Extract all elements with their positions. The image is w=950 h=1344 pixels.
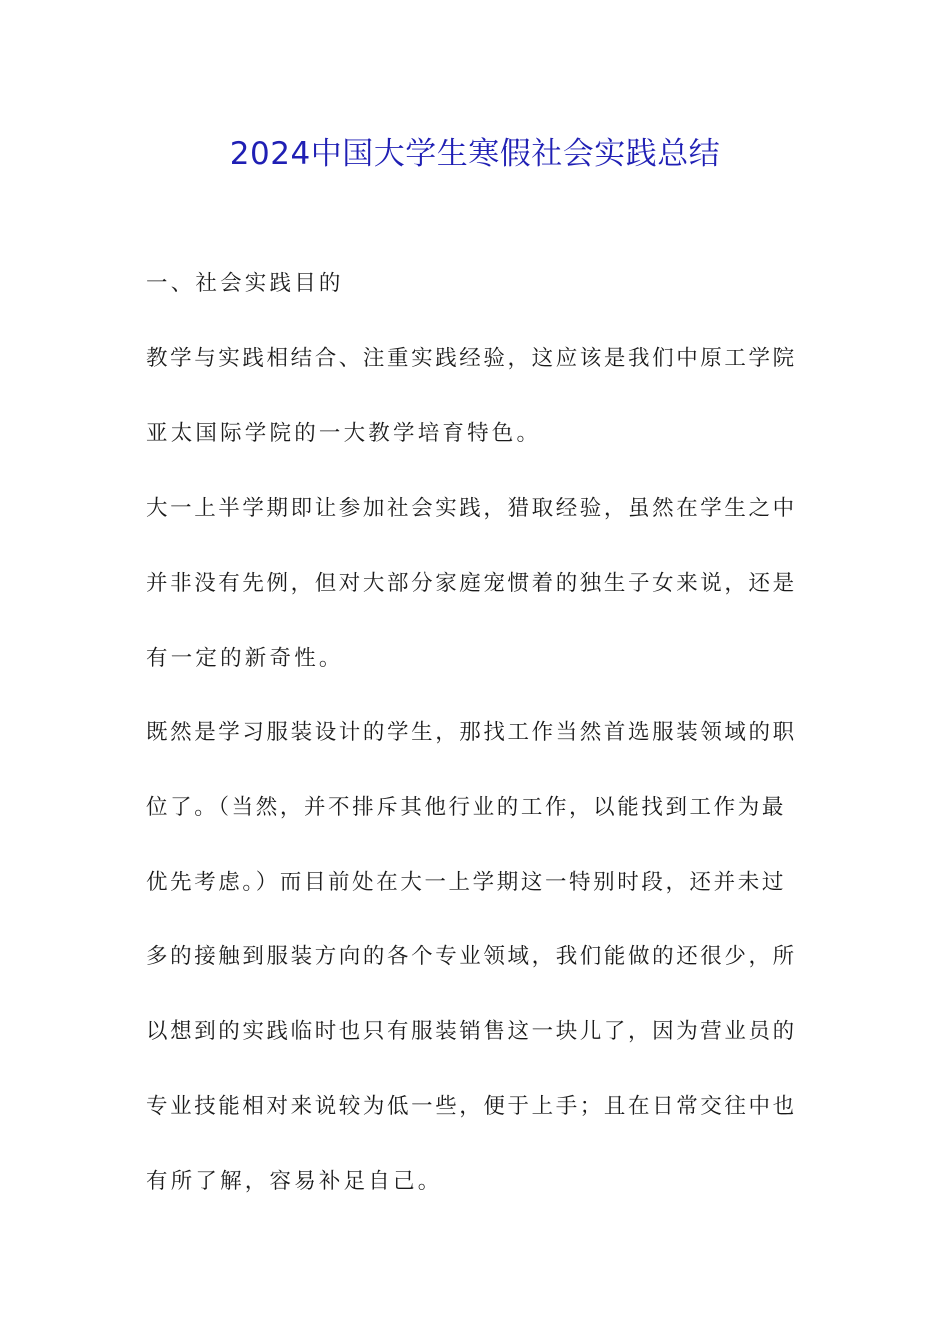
paragraph-line: 亚太国际学院的一大教学培育特色。 bbox=[146, 421, 542, 446]
paragraph-line: 教学与实践相结合、注重实践经验，这应该是我们中原工学院 bbox=[146, 346, 797, 371]
paragraph-line: 优先考虑。）而目前处在大一上学期这一特别时段，还并未过 bbox=[146, 870, 786, 895]
paragraph-line: 位了。（当然，并不排斥其他行业的工作，以能找到工作为最 bbox=[146, 795, 786, 820]
document-title: 2024中国大学生寒假社会实践总结 bbox=[229, 136, 721, 172]
paragraph-line: 有所了解，容易补足自己。 bbox=[146, 1169, 443, 1194]
paragraph-line: 以想到的实践临时也只有服装销售这一块儿了，因为营业员的 bbox=[146, 1019, 797, 1044]
paragraph-line: 有一定的新奇性。 bbox=[146, 646, 344, 671]
paragraph-line: 专业技能相对来说较为低一些，便于上手；且在日常交往中也 bbox=[146, 1094, 797, 1119]
paragraph-line: 并非没有先例，但对大部分家庭宠惯着的独生子女来说，还是 bbox=[146, 571, 797, 596]
section-heading: 一、社会实践目的 bbox=[146, 271, 344, 296]
paragraph-line: 大一上半学期即让参加社会实践，猎取经验，虽然在学生之中 bbox=[146, 496, 797, 521]
paragraph-line: 既然是学习服装设计的学生，那找工作当然首选服装领域的职 bbox=[146, 720, 797, 745]
paragraph-line: 多的接触到服装方向的各个专业领域，我们能做的还很少，所 bbox=[146, 944, 797, 969]
